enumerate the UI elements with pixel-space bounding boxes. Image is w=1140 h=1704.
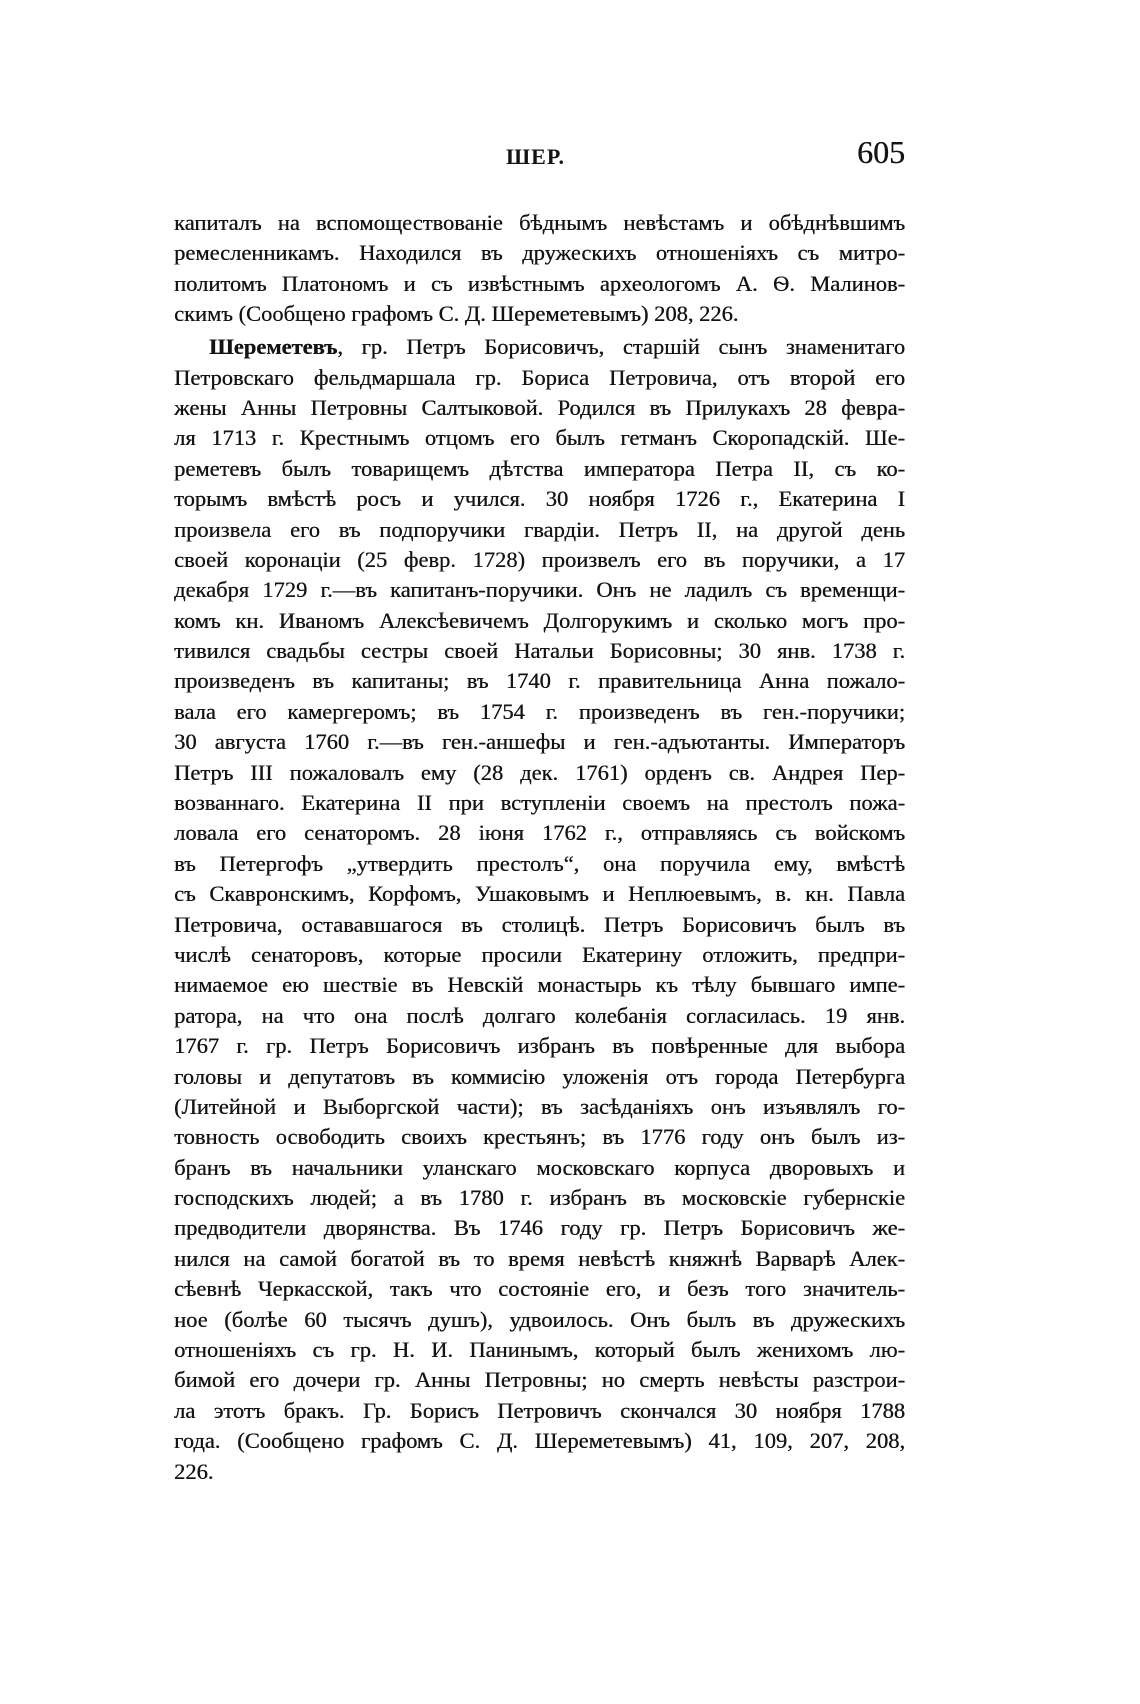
page-text (174, 208, 905, 1487)
text-line (174, 758, 905, 788)
text-line-content: въ Петергофъ „утвердить престолъ“, она поручила ему, вмѣстѣ (174, 850, 905, 876)
text-line (174, 332, 905, 362)
text-line (174, 1365, 905, 1395)
text-line-content: Петровскаго фельдмаршала гр. Бориса Петровича, отъ второй его (174, 364, 905, 390)
text-line (174, 393, 905, 423)
text-line (174, 940, 905, 970)
text-line-content: комъ кн. Иваномъ Алексѣевичемъ Долгорукимъ и сколько могъ про- (174, 607, 905, 633)
text-line-content: ловала его сенаторомъ. 28 іюня 1762 г., отправляясь съ войскомъ (174, 820, 905, 846)
text-line (174, 423, 905, 453)
text-line (174, 849, 905, 879)
text-line (174, 515, 905, 545)
text-line-content: Петръ III пожаловалъ ему (28 дек. 1761) орденъ св. Андрея Пер- (174, 759, 905, 785)
text-line-content: капиталъ на вспомоществованіе бѣднымъ невѣстамъ и обѣднѣвшимъ (174, 210, 905, 235)
text-line (174, 818, 905, 848)
text-line-content: ла этотъ бракъ. Гр. Борисъ Петровичъ скончался 30 ноября 1788 (174, 1397, 905, 1423)
text-line (174, 788, 905, 818)
text-line-content: сѣевнѣ Черкасской, такъ что состояніе его, и безъ того значитель- (174, 1276, 905, 1302)
text-line (174, 269, 905, 299)
text-line (174, 484, 905, 514)
text-line (174, 1305, 905, 1335)
text-line (174, 454, 905, 484)
text-line (174, 606, 905, 636)
text-line (174, 1396, 905, 1426)
text-line-content: головы и депутатовъ въ коммисію уложенія отъ города Петербурга (174, 1063, 905, 1089)
text-line-content: 226. (174, 1458, 214, 1484)
text-line (174, 1244, 905, 1274)
entry-paragraph (174, 332, 905, 1487)
text-line (174, 1001, 905, 1031)
text-line-content: возваннаго. Екатерина II при вступленіи своемъ на престолъ пожа- (174, 790, 905, 816)
text-line-content: своей коронаціи (25 февр. 1728) произвелъ его въ поручики, а 17 (174, 546, 905, 572)
text-line-content: господскихъ людей; а въ 1780 г. избранъ въ московскіе губернскіе (174, 1185, 905, 1211)
text-line (174, 363, 905, 393)
text-line (174, 1335, 905, 1365)
text-line (174, 1213, 905, 1243)
text-line (174, 1457, 905, 1487)
text-line (174, 636, 905, 666)
text-line (174, 879, 905, 909)
text-line-content: , гр. Петръ Борисовичъ, старшій сынъ знаменитаго (337, 334, 905, 360)
text-line-content: торымъ вмѣстѣ росъ и учился. 30 ноября 1726 г., Екатерина I (174, 486, 905, 512)
text-line-content: ля 1713 г. Крестнымъ отцомъ его былъ гетманъ Скоропадскій. Ше- (174, 425, 905, 451)
text-line-content: съ Скавронскимъ, Корфомъ, Ушаковымъ и Неплюевымъ, в. кн. Павла (174, 881, 905, 907)
text-line-content: тивился свадьбы сестры своей Натальи Борисовны; 30 янв. 1738 г. (174, 638, 905, 664)
text-line (174, 970, 905, 1000)
text-line (174, 1153, 905, 1183)
entry-first-line (209, 334, 905, 359)
text-line-content: 30 августа 1760 г.—въ ген.-аншефы и ген.-адъютанты. Императоръ (174, 729, 905, 755)
text-line-content: (Литейной и Выборгской части); въ засѣданіяхъ онъ изъявлялъ го- (174, 1093, 905, 1119)
text-line-content: жены Анны Петровны Салтыковой. Родился въ Прилукахъ 28 февра- (174, 394, 905, 420)
running-head: ШЕР. (506, 144, 566, 169)
text-line-content: ратора, на что она послѣ долгаго колебанія согласилась. 19 янв. (174, 1002, 905, 1028)
text-line-content: 1767 г. гр. Петръ Борисовичъ избранъ въ повѣренные для выбора (174, 1033, 905, 1059)
text-line-content: отношеніяхъ съ гр. Н. И. Панинымъ, который былъ женихомъ лю- (174, 1337, 905, 1363)
text-line-content: скимъ (Сообщено графомъ С. Д. Шереметевымъ) 208, 226. (174, 301, 739, 327)
text-line (174, 238, 905, 268)
text-line (174, 697, 905, 727)
text-line (174, 666, 905, 696)
text-line (174, 1426, 905, 1456)
text-line (174, 727, 905, 757)
text-line (174, 575, 905, 605)
text-line-content: предводители дворянства. Въ 1746 году гр. Петръ Борисовичъ же- (174, 1215, 905, 1241)
text-line (174, 1062, 905, 1092)
text-line-content: декабря 1729 г.—въ капитанъ-поручики. Онъ не ладилъ съ временщи- (174, 577, 905, 603)
text-line (174, 545, 905, 575)
page-number: 605 (857, 134, 905, 170)
text-line-content: бранъ въ начальники уланскаго московскаго корпуса дворовыхъ и (174, 1154, 905, 1180)
text-line-content: произвела его въ подпоручики гвардіи. Петръ II, на другой день (174, 516, 905, 542)
text-line-content: бимой его дочери гр. Анны Петровны; но смерть невѣсты разстрои- (174, 1367, 905, 1393)
continuation-paragraph (174, 208, 905, 330)
text-line-content: товность освободить своихъ крестьянъ; въ 1776 году онъ былъ из- (174, 1124, 905, 1150)
text-line-content: произведенъ въ капитаны; въ 1740 г. правительница Анна пожало- (174, 668, 905, 694)
text-line-content: реметевъ былъ товарищемъ дѣтства императора Петра II, съ ко- (174, 455, 905, 481)
text-line (174, 1274, 905, 1304)
text-line (174, 1122, 905, 1152)
text-line (174, 299, 905, 329)
text-line-content: политомъ Платономъ и съ извѣстнымъ археологомъ А. Ѳ. Малинов- (174, 270, 905, 296)
text-line-content: Петровича, остававшагося въ столицѣ. Петръ Борисовичъ былъ въ (174, 911, 905, 937)
text-line (174, 1092, 905, 1122)
text-line-content: нимаемое ею шествіе въ Невскій монастырь къ тѣлу бывшаго импе- (174, 972, 905, 998)
text-line (174, 208, 905, 238)
text-line-content: ное (болѣе 60 тысячъ душъ), удвоилось. Онъ былъ въ дружескихъ (174, 1306, 905, 1332)
text-line-content: года. (Сообщено графомъ С. Д. Шереметевымъ) 41, 109, 207, 208, (174, 1428, 905, 1454)
text-line-content: числѣ сенаторовъ, которые просили Екатерину отложить, предпри- (174, 941, 905, 967)
text-line-content: нился на самой богатой въ то время невѣстѣ княжнѣ Варварѣ Алек- (174, 1245, 905, 1271)
text-line-content: вала его камергеромъ; въ 1754 г. произведенъ въ ген.-поручики; (174, 698, 905, 724)
text-line (174, 910, 905, 940)
text-line-content: ремесленникамъ. Находился въ дружескихъ отношеніяхъ съ митро- (174, 240, 905, 266)
text-line (174, 1183, 905, 1213)
text-line (174, 1031, 905, 1061)
entry-headword: Шереметевъ (209, 334, 338, 360)
